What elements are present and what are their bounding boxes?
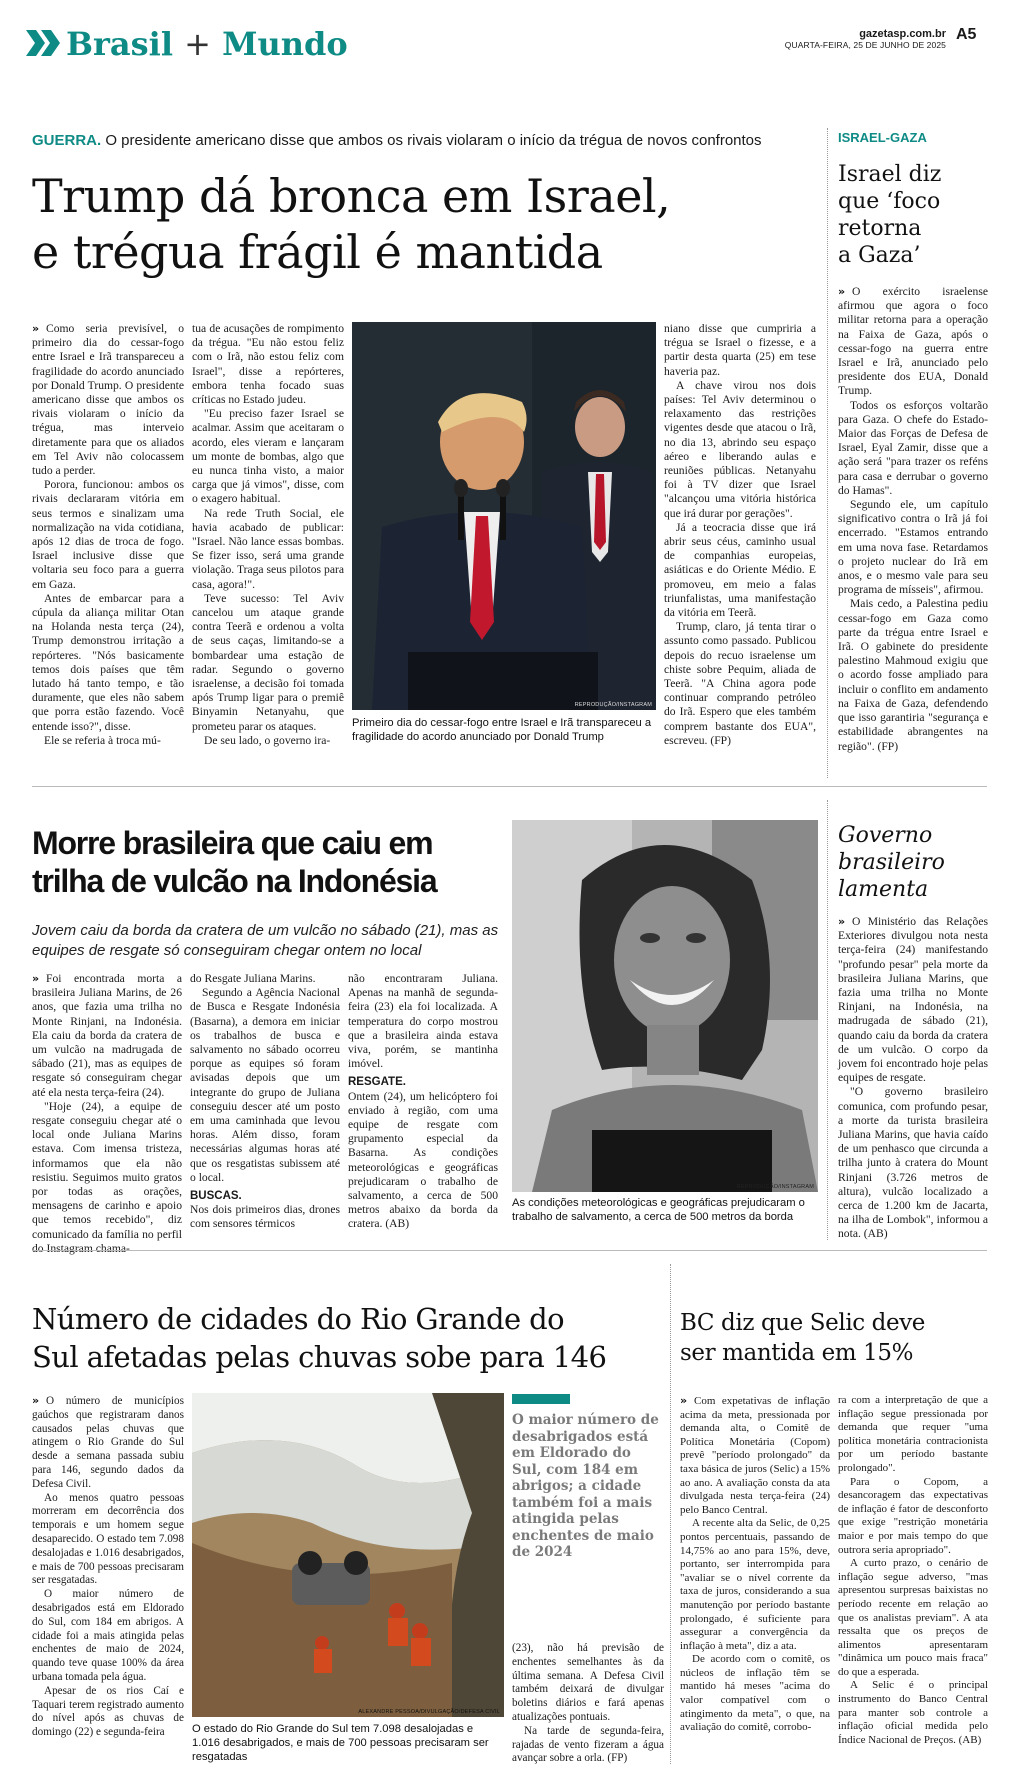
art3-title-line2: Sul afetadas pelas chuvas sobe para 146 (32, 1340, 607, 1374)
art1-col2 (192, 322, 344, 748)
art4-title-line1: BC diz que Selic deve (680, 1310, 926, 1336)
double-chevron-icon (26, 30, 62, 56)
paragraph: (23), não há previsão de enchentes semelhantes às da última semana. A Defesa Civil também deixará de divulgar boletins diários e fará apenas atualizações pontuais. (512, 1642, 664, 1723)
paragraph: Teve sucesso: Tel Aviv cancelou um ataque grande contra Teerã e ordenou a volta de seus caças, limitando-se a bombardear uma estação de radar. Segundo o governo israelense, a decisão foi tomada após Trump ligar para o premiê Binyamin Netanyahu, que prometeu parar os ataques. (192, 591, 344, 733)
side1-title-line: que ‘foco (838, 189, 941, 214)
art2-photo (512, 820, 818, 1192)
chevron-marker-icon: » (32, 972, 40, 985)
page-number: A5 (956, 26, 977, 43)
art2-deck: Jovem caiu da borda da cratera de um vulcão no sábado (21), mas as equipes de resgate só conseguiram chegar ontem no local (32, 922, 499, 959)
paragraph: Na tarde de segunda-feira, rajadas de vento fizeram a água avançar sobre a orla. (FP) (512, 1724, 664, 1765)
side1-title-line: Israel diz (838, 162, 942, 187)
section-title (66, 24, 348, 64)
paragraph: » O número de municípios gaúchos que registraram danos causados pelas chuvas que atingem o Rio Grande do Sul desde a semana passada subiu para 146, segundo dados da Defesa Civil. (32, 1394, 184, 1490)
art2-title-line2: trilha de vulcão na Indonésia (32, 863, 437, 899)
side1-title-line: retorna (838, 216, 922, 241)
paragraph: A Selic é o principal instrumento do Banco Central para manter sob controle a inflação oficial medida pelo Índice Nacional de Preços. (AB) (838, 1679, 988, 1746)
art3-col1 (32, 1394, 184, 1740)
art3-pullquote (512, 1394, 664, 1561)
subhead-buscas: BUSCAS. (190, 1190, 242, 1203)
side2-title-line: lamenta (838, 877, 929, 902)
art4-headline (680, 1308, 990, 1368)
art1-title-line2: e trégua frágil é mantida (32, 225, 603, 279)
paragraph: "Eu preciso fazer Israel se acalmar. Assim que aceitaram o acordo, eles vieram e lançaram um monte de bombas, algo que eu nunca tinha visto, a maior carga que já vimos", disse, com o exagero habitual. (192, 407, 344, 506)
art2-col3 (348, 972, 498, 1232)
paragraph: O maior número de desabrigados está em Eldorado do Sul, com 184 em abrigos. A cidade foi a mais atingida pelas enchentes de maio de 2024, quando teve quase 100% da área urbana tomada pela água. (32, 1588, 184, 1683)
art1-photo (352, 322, 656, 710)
photo-credit: REPRODUÇÃO/INSTAGRAM (574, 702, 652, 708)
art1-col3 (664, 322, 816, 748)
paragraph: Mais cedo, a Palestina pediu cessar-fogo em Gaza como parte da trégua entre Israel e Irã. O gabinete do presidente palestino Mahmoud exigiu que o acordo fosse ampliado para incluir o conflito em andamento na Faixa de Gaza, defendendo que isso garantiria "segurança e estabilidade abrangentes na região". (FP) (838, 597, 988, 753)
paragraph: Antes de embarcar para a cúpula da aliança militar Otan na Holanda nesta terça (24), Trump demonstrou irritação a repórteres. "Nós basicamente temos dois países que têm lutado há tanto tempo, e tão duramente, que eles não sabem que porra estão fazendo. Você entende isso?", disse. (32, 591, 184, 733)
paragraph: A curto prazo, o cenário de inflação segue adverso, "mas apresentou surpresas baixistas no período recente em relação ao que os analistas previam". A ata ressalta que os preços de alimentos apresentaram "dinâmica um pouco mais fraca" do que a esperada. (838, 1557, 988, 1678)
side1-title-line: a Gaza’ (838, 243, 921, 268)
art3-col2 (512, 1642, 664, 1766)
art1-col1 (32, 322, 184, 748)
paragraph: » O exército israelense afirmou que agora o foco militar retorna para a operação na Faixa de Gaza, após o cessar-fogo na guerra entre Israel e Irã, anunciado pelo presidente dos EUA, Donald Trump. (838, 285, 988, 398)
art1-title-line1: Trump dá bronca em Israel, (32, 169, 671, 223)
paragraph: "O governo brasileiro comunica, com profundo pesar, a morte da turista brasileira Juliana Marins, que havia caído de um penhasco que circunda a trilha junto à cratera do Mount Rinjani (3.726 metros de altura), vulcão localizado a cerca de 1.200 km de Jacarta, na ilha de Lombok", informou a nota. (AB) (838, 1085, 988, 1241)
art2-col1 (32, 972, 182, 1256)
chevron-marker-icon: » (838, 915, 846, 928)
paragraph: A recente alta da Selic, de 0,25 pontos percentuais, passando de 14,75% ao ano para 15%, deve, portanto, ser interrompida para "avaliar se o nível corrente da taxa de juros, considerando a sua manutenção por período bastante prolongado, é suficiente para assegurar a convergência da inflação à meta", diz a ata. (680, 1517, 830, 1652)
section-plus: + (184, 25, 211, 63)
art2-caption: As condições meteorológicas e geográficas prejudicaram o trabalho de salvamento, a cerca de 500 metros da borda (512, 1197, 805, 1223)
paragraph: Segundo a Agência Nacional de Busca e Resgate Indonésia (Basarna), a demora em iniciar os trabalhos de busca e salvamento no sábado ocorreu porque as equipes só foram avisadas depois que um integrante do grupo de Juliana conseguiu descer até um posto em uma caminhada que levou horas. Além disso, foram necessárias algumas horas até que os resgatistas subissem até o local. (190, 986, 340, 1184)
paragraph: Ontem (24), um helicóptero foi enviado à região, com uma equipe de resgate com grupamento especial da Basarna. As condições meteorológicas e geográficas prejudicaram o trabalho de salvamento, a cerca de 500 metros abaixo da borda da cratera. (AB) (348, 1089, 498, 1231)
paragraph: Apesar de os rios Caí e Taquari terem registrado aumento do nível após as chuvas de domingo (22) e segunda-feira (32, 1684, 184, 1739)
pullquote-bar (512, 1394, 570, 1404)
art2-title-line1: Morre brasileira que caiu em (32, 825, 433, 861)
paragraph: De acordo com o comitê, os núcleos de inflação têm se mantido há meses "acima do valor compatível com o atingimento da meta", o que, na avaliação do comitê, corrobo- (680, 1653, 830, 1734)
header (26, 24, 986, 66)
paragraph: » Como seria previsível, o primeiro dia do cessar-fogo entre Israel e Irã transpareceu a fragilidade do acordo anunciado por Donald Trump. O presidente americano disse que ambos os rivais violaram o início da trégua, mas interveio diretamente para que os aliados em Tel Aviv não colocassem tudo a perder. (32, 322, 184, 478)
paragraph: Nos dois primeiros dias, drones com sensores térmicos (190, 1203, 340, 1231)
subhead-resgate: RESGATE. (348, 1076, 406, 1089)
section-b: Mundo (222, 25, 348, 63)
art1-caption: Primeiro dia do cessar-fogo entre Israel e Irã transpareceu a fragilidade do acordo anunciado por Donald Trump (352, 717, 652, 743)
chevron-marker-icon: » (680, 1394, 688, 1407)
paragraph: Trump, claro, já tenta tirar o assunto como passado. Publicou depois do recuo israelense um chiste sobre Pequim, aliada de Teerã. "A China agora pode continuar comprando petróleo do Irã. Espero que eles também comprem bastante dos EUA", escreveu. (FP) (664, 620, 816, 747)
paragraph: do Resgate Juliana Marins. (190, 972, 316, 985)
paragraph: Para o Copom, a desancoragem das expectativas de inflação é fator de desconforto que exige "restrição monetária maior e por mais tempo do que outrora seria apropriado". (838, 1475, 988, 1556)
side2 (838, 822, 988, 1242)
paragraph: A chave virou nos dois países: Tel Aviv determinou o relaxamento das restrições vigentes desde que atacou o Irã, no dia 13, abrindo seu espaço aéreo e liberando aulas e reuniões públicas. Netanyahu foi à TV dizer que Israel "alcançou uma vitória histórica que irá durar por gerações". (664, 378, 816, 520)
art1-deck-text: O presidente americano disse que ambos os rivais violaram o início da trégua de novos confrontos (105, 132, 762, 149)
paragraph: "Hoje (24), a equipe de resgate conseguiu chegar até o local onde Juliana Marins estava. Com imensa tristeza, informamos que ela não resistiu. Seguimos muito gratos por todas as orações, mensagens de carinho e apoio que temos recebido", diz comunicado da família no perfil do Instagram chama- (32, 1099, 182, 1255)
side2-title-line: brasileiro (838, 850, 945, 875)
paragraph: não encontraram Juliana. Apenas na manhã de segunda-feira (23) ela foi localizada. A temperatura do corpo mostrou que a brasileira ainda estava viva, porém, se mantinha imóvel. (348, 972, 498, 1071)
art3-headline (32, 1300, 672, 1376)
art1-kicker: GUERRA. (32, 132, 102, 149)
art1-headline (32, 168, 832, 280)
side1-kicker: ISRAEL-GAZA (838, 130, 927, 145)
art2-headline (32, 824, 512, 900)
paragraph: Porora, funcionou: ambos os rivais declararam vitória em seus termos e sinalizam uma normalização na vida cotidiana, após 12 dias de troca de fogo. Israel inclusive disse que voltaria seu foco para a guerra em Gaza. (32, 478, 184, 591)
art3-title-line1: Número de cidades do Rio Grande do (32, 1302, 564, 1336)
paragraph: » Foi encontrada morta a brasileira Juliana Marins, de 26 anos, que fazia uma trilha no Monte Rinjani, na Indonésia. Ela caiu da borda da cratera de um vulcão na madrugada de sábado (21), mas as equipes de resgate só conseguiram chegar até ela nesta terça-feira (24). (32, 972, 182, 1099)
art4-col1 (680, 1394, 830, 1735)
paragraph: » Com expetativas de inflação acima da meta, pressionada por demanda alta, o Comitê de Política Monetária (Copom) prevê "período prolongado" da taxa básica de juros (Selic) a 15% ao ano. A avaliação consta da ata divulgada nesta terça-feira (24) pelo Banco Central. (680, 1394, 830, 1516)
paragraph: niano disse que cumpriria a trégua se Israel o fizesse, e a partir desta quarta (25) em tese haveria paz. (664, 322, 816, 378)
paragraph: Ele se referia à troca mú- (44, 733, 161, 747)
edition-date: QUARTA-FEIRA, 25 DE JUNHO DE 2025 (784, 40, 946, 50)
paragraph: Ao menos quatro pessoas morreram em decorrência dos temporais e um homem segue desaparecido. O estado tem 7.098 desalojadas e 1.016 desabrigados, e mais de 700 pessoas precisaram ser resgatadas. (32, 1491, 184, 1587)
art4-col2 (838, 1394, 988, 1747)
side2-title-line: Governo (838, 823, 933, 848)
art2-col2 (190, 972, 340, 1232)
art4-title-line2: ser mantida em 15% (680, 1340, 914, 1366)
pullquote-text: O maior número de desabrigados está em Eldorado do Sul, com 184 em abrigos; a cidade também foi a mais atingida pelas enchentes de maio de 2024 (512, 1412, 659, 1560)
paragraph: tua de acusações de rompimento da trégua. "Eu não estou feliz com o Irã, não estou feliz com Israel", disse a repórteres, embora tenha focado suas críticas no Estado judeu. (192, 322, 344, 407)
art3-caption: O estado do Rio Grande do Sul tem 7.098 desalojadas e 1.016 desabrigados, e mais de 700 pessoas precisaram ser resgatadas (192, 1723, 489, 1763)
site-url: gazetasp.com.br (859, 28, 946, 40)
paragraph: Na rede Truth Social, ele havia acabado de publicar: "Israel. Não lance essas bombas. Se fizer isso, será uma grande violação. Traga seus pilotos para casa, agora!". (192, 506, 344, 591)
paragraph: » O Ministério das Relações Exteriores divulgou nota nesta terça-feira (24) manifestando "profundo pesar" pela morte da brasileira Juliana Marins, que fazia uma trilha no Monte Rinjani, na Indonésia, na madrugada de sábado (21), quando caiu da borda da cratera de um vulcão. O corpo da jovem foi encontrado hoje pelas equipes de resgate. (838, 915, 988, 1085)
photo-credit: REPRODUÇÃO/INSTAGRAM (736, 1184, 814, 1190)
art1-deck (32, 132, 842, 149)
paragraph: Segundo ele, um capítulo significativo contra o Irã já foi encerrado. "Estamos entrando em uma nova fase. Retardamos o projeto nuclear do Irã em anos, e o mesmo vale para seu programa de mísseis", afirmou. (838, 498, 988, 597)
side1 (838, 130, 988, 754)
photo-credit: ALEXANDRE PESSOA/DIVULGAÇÃO/DEFESA CIVIL (358, 1709, 500, 1715)
paragraph: ra com a interpretação de que a inflação segue pressionada por demanda que requer "uma política monetária contracionista por um período bastante prolongado". (838, 1394, 988, 1474)
paragraph: Todos os esforços voltarão para Gaza. O chefe do Estado-Maior das Forças de Defesa de Israel, Eyal Zamir, disse que a ação será "para trazer os reféns para casa e derrubar o governo do Hamas". (838, 398, 988, 497)
chevron-marker-icon: » (32, 1394, 40, 1407)
chevron-marker-icon: » (838, 285, 846, 298)
chevron-marker-icon: » (32, 322, 40, 335)
section-a: Brasil (66, 25, 173, 63)
paragraph: De seu lado, o governo ira- (204, 733, 331, 747)
art3-photo (192, 1393, 504, 1717)
paragraph: Já a teocracia disse que irá abrir seus céus, caminho usual de companhias europeias, asiáticas e do Oriente Médio. E promoveu, em meio a falas triunfalistas, uma manifestação da vitória em Teerã. (664, 520, 816, 620)
